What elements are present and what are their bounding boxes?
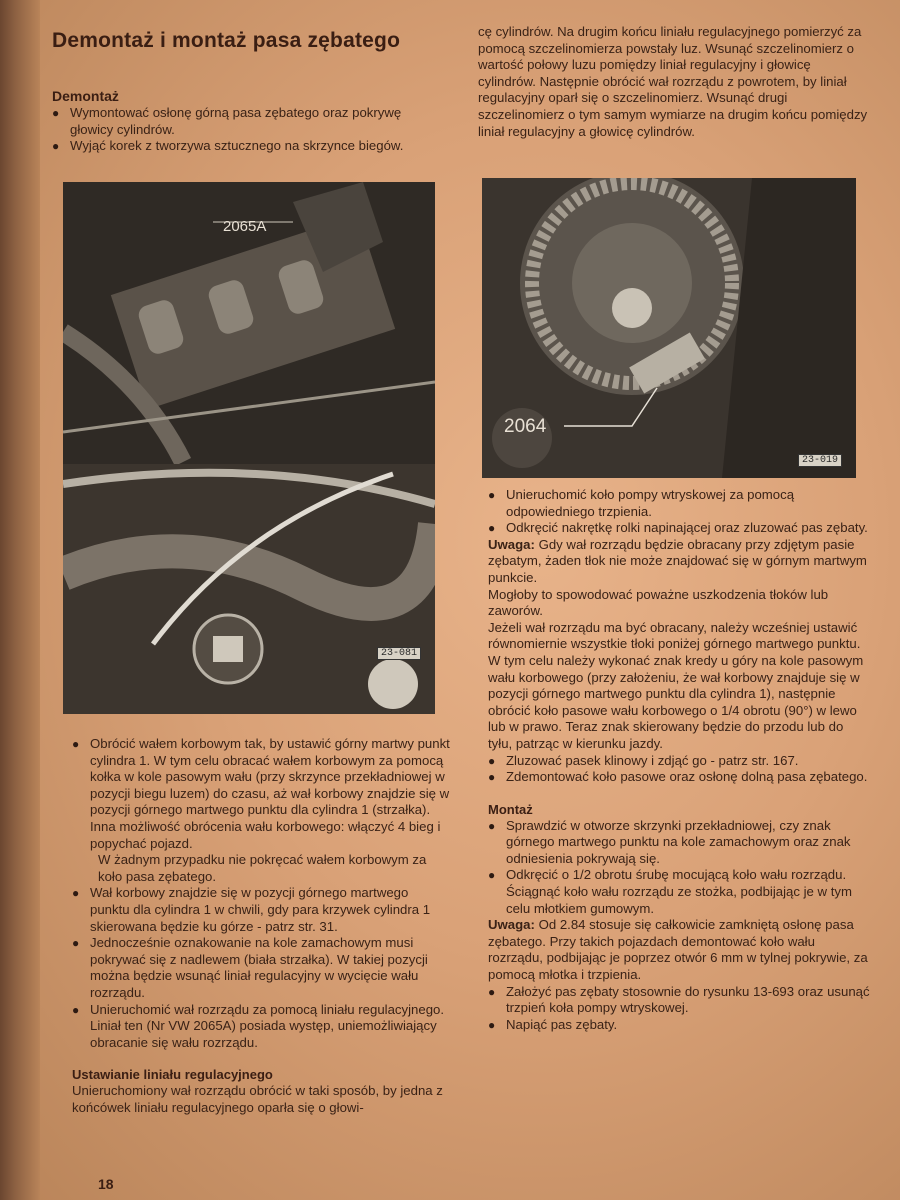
- list-item: ● Wymontować osłonę górną pasa zębatego oraz pokrywę głowicy cylindrów.: [52, 105, 437, 138]
- section-heading-ustawianie: Ustawianie liniału regulacyjnego: [72, 1067, 273, 1083]
- section-heading-montaz: Montaż: [488, 801, 533, 817]
- list-item: ● Zluzować pasek klinowy i zdjąć go - patrz str. 167.: [488, 753, 870, 770]
- paragraph: Jeżeli wał rozrządu ma być obracany, należy wcześniej ustawić równomiernie wszystkie tłoki poniżej górnego martwego punktu.: [488, 619, 861, 652]
- ustawianie-paragraph: Unieruchomiony wał rozrządu obrócić w taki sposób, by jedna z końcówek liniału regulacyjnego oparła się o głowi-: [72, 1083, 443, 1115]
- pasek-list: [488, 753, 870, 786]
- demontaz-steps-list: [488, 487, 870, 537]
- list-item: ● Wał korbowy znajdzie się w pozycji górnego martwego punktu dla cylindra 1 w chwili, gdy para krzywek cylindra 1 skierowana będzie ku górze - patrz str. 31.: [72, 885, 450, 935]
- figure-tag-23-019: 23-019: [798, 454, 842, 467]
- engine-photo-camshaft: [63, 182, 435, 464]
- uwaga-paragraph-2: [488, 917, 870, 983]
- final-list: [488, 984, 870, 1034]
- ustawienie-list-2: [72, 885, 450, 1051]
- figure-tag-23-081: 23-081: [377, 647, 421, 660]
- list-item: ● Odkręcić nakrętkę rolki napinającej oraz zluzować pas zębaty.: [488, 520, 870, 537]
- book-binding: [0, 0, 40, 1200]
- demontaz-list: [52, 105, 437, 155]
- uwaga-paragraph-1: [488, 537, 870, 587]
- list-item: ● Unieruchomić koło pompy wtryskowej za pomocą odpowiedniego trzpienia.: [488, 487, 870, 520]
- list-item: ● Wyjąć korek z tworzywa sztucznego na skrzynce biegów.: [52, 138, 437, 155]
- list-item: ● Sprawdzić w otworze skrzynki przekładniowej, czy znak górnego martwego punktu na kole zamachowym oraz znak odniesienia pokrywają się.: [488, 818, 870, 868]
- right-column-top: [478, 24, 870, 140]
- paragraph: Mogłoby to spowodować poważne uszkodzenia tłoków lub zaworów.: [488, 586, 829, 619]
- uwaga-text: Gdy wał rozrządu będzie obracany przy zdjętym pasie zębatym, żaden tłok nie może znajdować się w górnym martwym punkcie.: [488, 536, 867, 585]
- section-heading-demontaz: Demontaż: [52, 88, 119, 104]
- page-title: Demontaż i montaż pasa zębatego: [52, 29, 401, 52]
- montaz-list: [488, 818, 870, 918]
- engine-photo-camshaft-gear: [482, 178, 856, 478]
- right-lower-text: [488, 487, 870, 1033]
- warning-paragraph: W żadnym przypadku nie pokręcać wałem korbowym za koło pasa zębatego.: [98, 852, 427, 884]
- list-item: ● Zdemontować koło pasowe oraz osłonę dolną pasa zębatego.: [488, 769, 870, 786]
- paragraph: W tym celu należy wykonać znak kredy u góry na kole pasowym wału korbowego (przy założeniu, że wał korbowy znajduje się w pozycji górnego martwego punktu dla cylindra 1), następnie obrócić koło pasowe wału korbowego o 1/4 obrotu (90°) w lewo lub w prawo. Teraz znak skierowany będzie do przodu lub do tyłu, patrząc w kierunku jazdy.: [488, 652, 864, 751]
- tool-label-2064: 2064: [504, 416, 547, 437]
- engine-photo-flywheel: [63, 464, 435, 714]
- continuation-paragraph: cę cylindrów. Na drugim końcu liniału regulacyjnego pomierzyć za pomocą szczelinomierza powstały luz. Wsunąć szczelinomierz o wartość połowy luzu pomiędzy liniał regulacyjny i głowicę cylindrów. Następnie obrócić wał rozrządu z powrotem, by liniał regulacyjny oparł się o szczelinomierz. Wsunąć drugi szczelinomierz o tym samym wymiarze na drugim końcu pomiędzy liniał regulacyjny a głowicę cylindrów.: [478, 24, 868, 139]
- ustawienie-list-1: [72, 736, 450, 852]
- uwaga-label: Uwaga:: [488, 917, 535, 933]
- list-item: ● Odkręcić o 1/2 obrotu śrubę mocującą koło wału rozrządu. Ściągnąć koło wału rozrządu ze stożka, podbijając je w tym celu młotkiem gumowym.: [488, 867, 870, 917]
- list-item: ● Obrócić wałem korbowym tak, by ustawić górny martwy punkt cylindra 1. W tym celu obracać wałem korbowym za pomocą kołka w kole pasowym wału (przy skrzynce przekładniowej w pozycji biegu luzem) do czasu, aż wał korbowy znajdzie się w pozycji górnego martwego punktu dla cylindra 1 (strzałka). Inna możliwość obrócenia wału korbowego: włączyć 4 bieg i popychać pojazd.: [72, 736, 450, 852]
- list-item: ● Unieruchomić wał rozrządu za pomocą liniału regulacyjnego. Liniał ten (Nr VW 2065A) posiada występ, uniemożliwiający obracanie się wału rozrządu.: [72, 1002, 450, 1052]
- list-item: ● Jednocześnie oznakowanie na kole zamachowym musi pokrywać się z nadlewem (biała strzałka). W takiej pozycji można będzie wsunąć liniał regulacyjny w wycięcie wału rozrządu.: [72, 935, 450, 1001]
- tool-label-2065a: 2065A: [223, 218, 267, 235]
- uwaga-label: Uwaga:: [488, 536, 535, 552]
- left-lower-text: [72, 736, 450, 1116]
- uwaga-text: Od 2.84 stosuje się całkowicie zamkniętą osłonę pasa zębatego. Przy takich pojazdach demontować koło wału rozrządu, podbijając je poprzez otwór 6 mm w tylnej pokrywie, za pomocą młotka i trzpienia.: [488, 917, 868, 983]
- page-number: 18: [98, 1176, 114, 1192]
- list-item: ● Założyć pas zębaty stosownie do rysunku 13-693 oraz usunąć trzpień koła pompy wtryskowej.: [488, 984, 870, 1017]
- left-column: [52, 28, 437, 155]
- list-item: ● Napiąć pas zębaty.: [488, 1017, 870, 1034]
